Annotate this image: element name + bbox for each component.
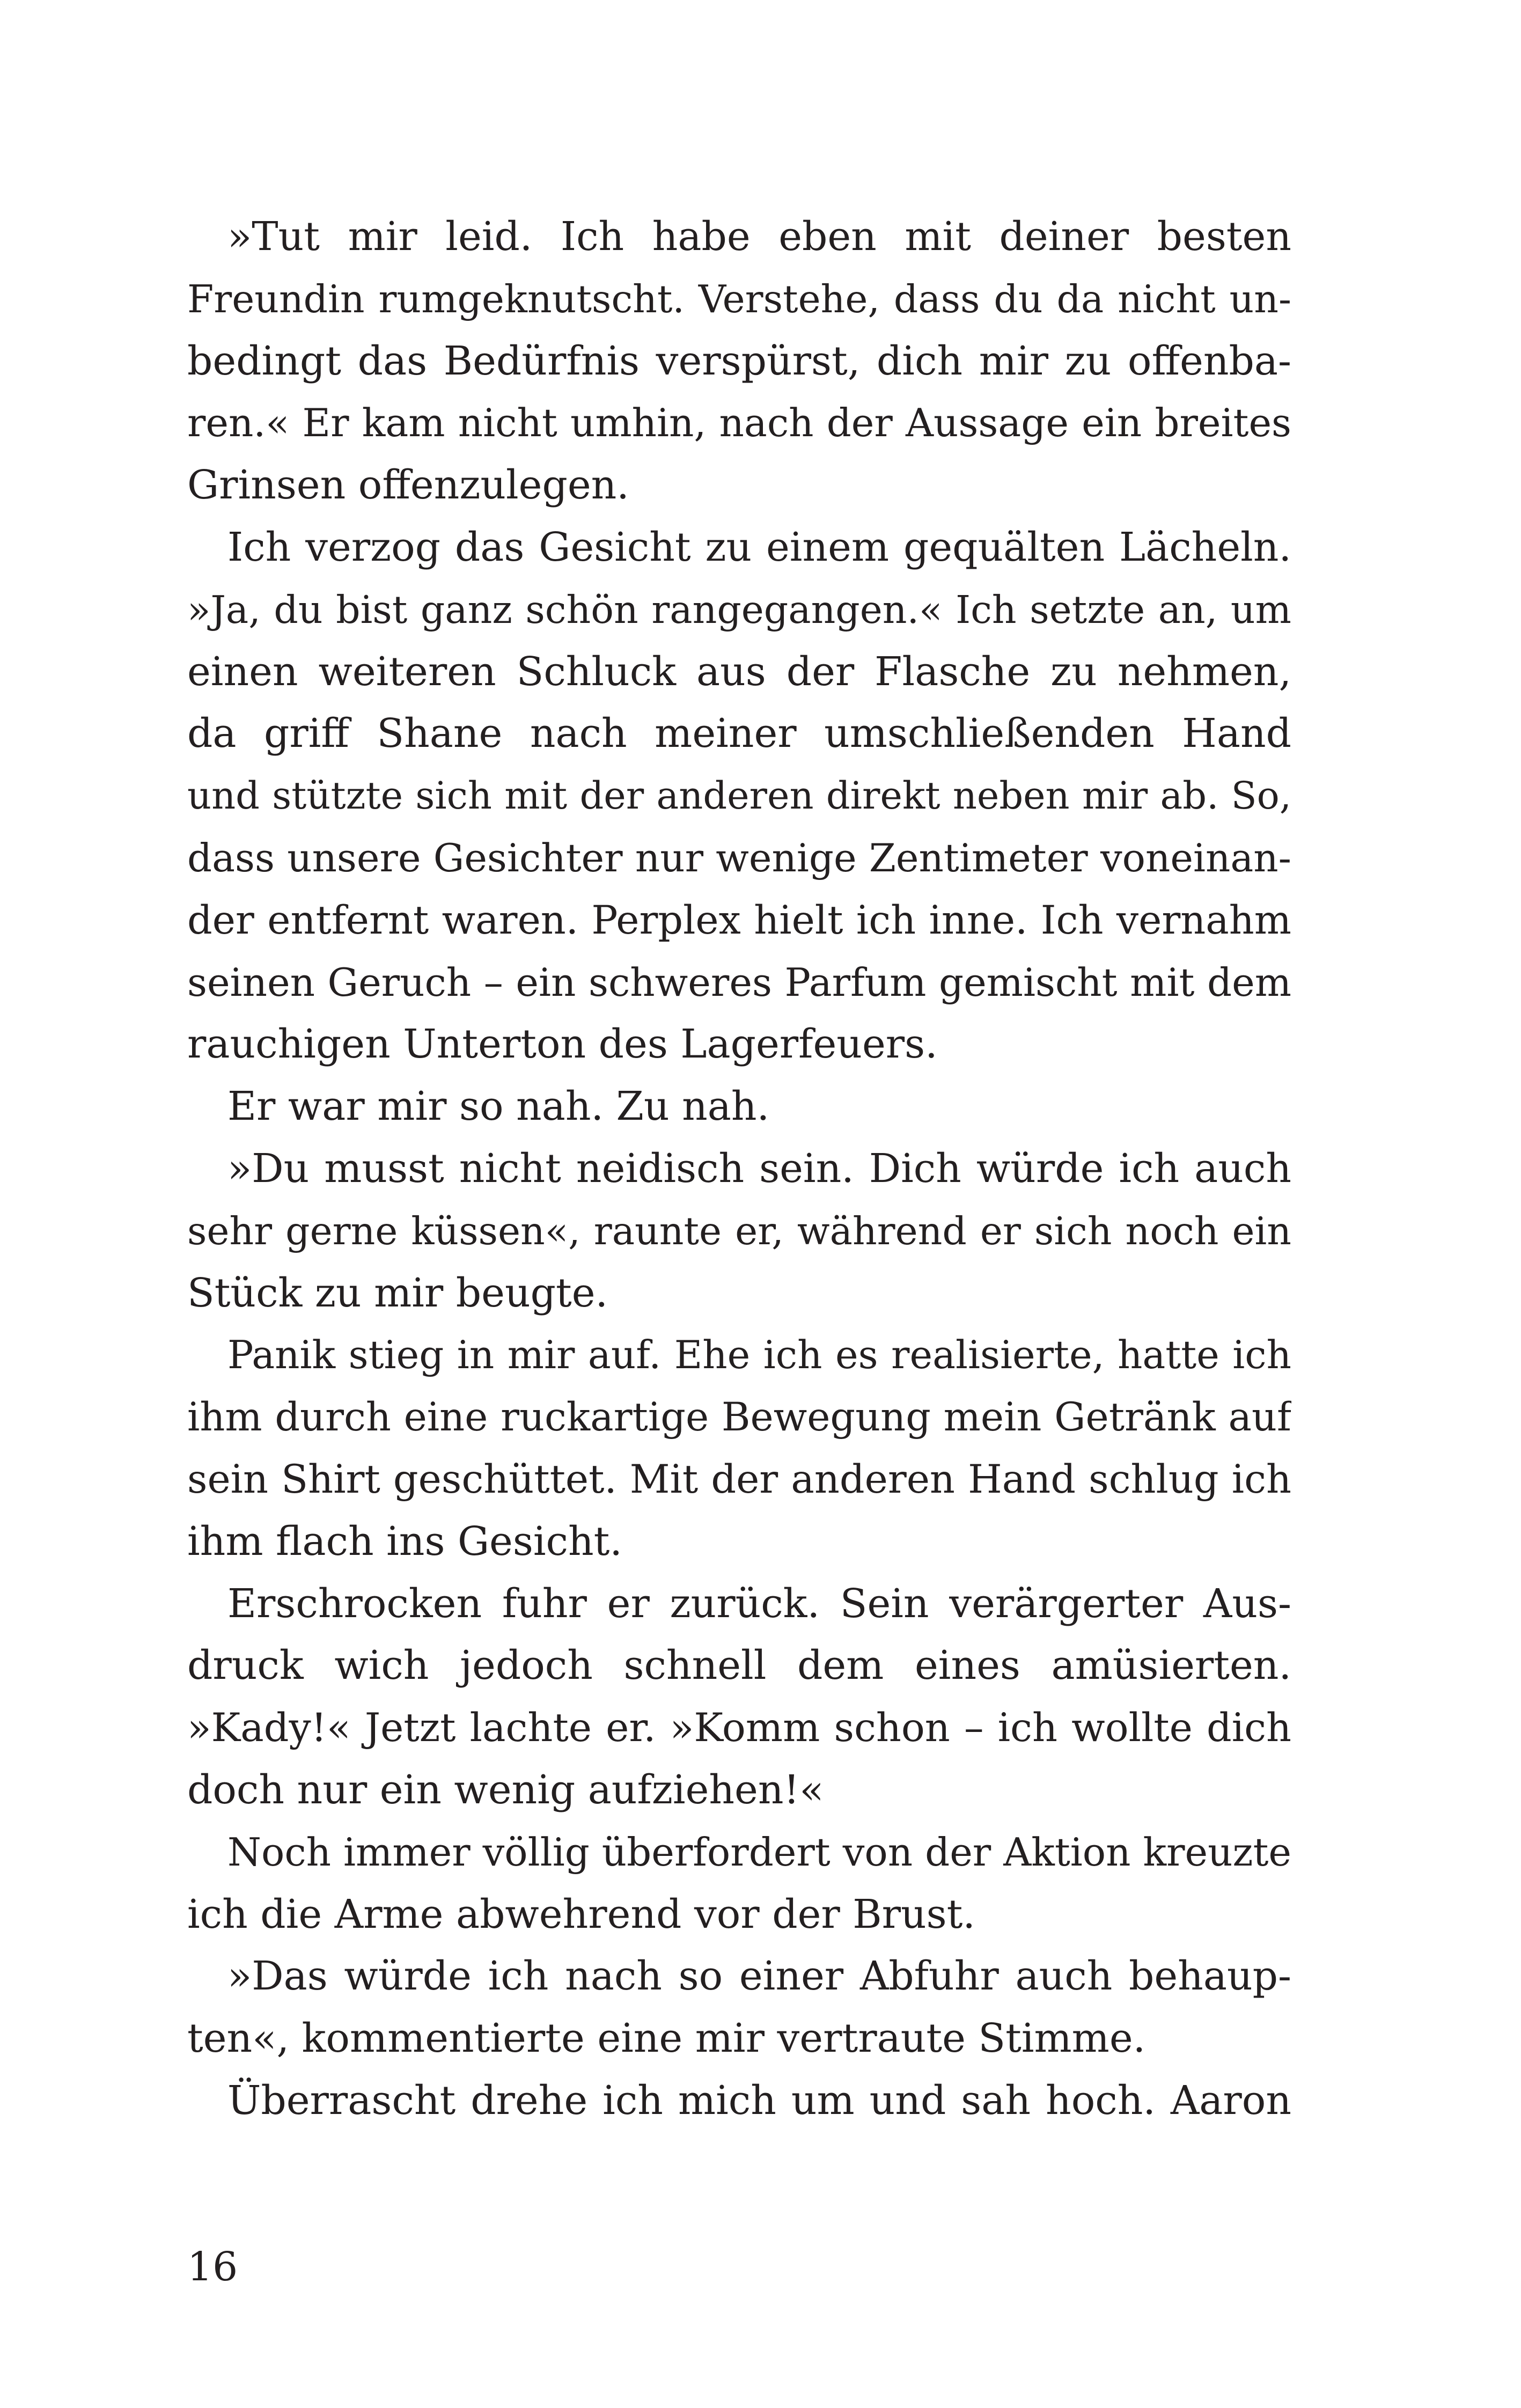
text-line: »Ja, du bist ganz schön rangegangen.« Ich setzte an, um xyxy=(187,587,1291,632)
text-line: rauchigen Unterton des Lagerfeuers. xyxy=(187,1021,938,1068)
text-line: »Tut mir leid. Ich habe eben mit deiner besten xyxy=(227,214,1291,260)
text-line: »Du musst nicht neidisch sein. Dich würde ich auch xyxy=(227,1145,1291,1192)
text-line: »Das würde ich nach so einer Abfuhr auch behaup- xyxy=(227,1953,1291,2000)
text-line: ich die Arme abwehrend vor der Brust. xyxy=(187,1891,975,1937)
text-line: ihm durch eine ruckartige Bewegung mein Getränk auf xyxy=(187,1394,1291,1441)
page-number: 16 xyxy=(187,2244,238,2290)
text-line: Noch immer völlig überfordert von der Aktion kreuzte xyxy=(227,1829,1291,1875)
text-line: dass unsere Gesichter nur wenige Zentimeter voneinan- xyxy=(187,835,1291,880)
body-text xyxy=(187,206,1291,2132)
text-line: sein Shirt geschüttet. Mit der anderen Hand schlug ich xyxy=(187,1456,1291,1502)
text-line: der entfernt waren. Perplex hielt ich inne. Ich vernahm xyxy=(187,897,1291,943)
text-line: Erschrocken fuhr er zurück. Sein verärgerter Aus- xyxy=(227,1580,1291,1627)
text-line: bedingt das Bedürfnis verspürst, dich mir zu offenba- xyxy=(187,337,1291,384)
text-line: Freundin rumgeknutscht. Verstehe, dass du da nicht un- xyxy=(187,276,1291,321)
text-line: da griff Shane nach meiner umschließenden Hand xyxy=(187,710,1291,757)
text-line: »Kady!« Jetzt lachte er. »Komm schon – ich wollte dich xyxy=(187,1705,1291,1751)
text-line: ihm flach ins Gesicht. xyxy=(187,1518,622,1565)
text-line: Stück zu mir beugte. xyxy=(187,1269,608,1316)
text-line: Grinsen offenzulegen. xyxy=(187,462,629,509)
text-line: Ich verzog das Gesicht zu einem gequälten Lächeln. xyxy=(227,524,1291,570)
text-line: Überrascht drehe ich mich um und sah hoch. Aaron xyxy=(227,2077,1291,2124)
text-line: druck wich jedoch schnell dem eines amüsierten. xyxy=(187,1642,1291,1689)
text-line: und stützte sich mit der anderen direkt neben mir ab. So, xyxy=(187,774,1291,818)
text-line: ten«, kommentierte eine mir vertraute Stimme. xyxy=(187,2015,1146,2062)
text-line: ren.« Er kam nicht umhin, nach der Aussage ein breites xyxy=(187,400,1291,446)
text-line: einen weiteren Schluck aus der Flasche zu nehmen, xyxy=(187,648,1291,695)
text-line: sehr gerne küssen«, raunte er, während er sich noch ein xyxy=(187,1208,1291,1253)
text-line: Panik stieg in mir auf. Ehe ich es realisierte, hatte ich xyxy=(227,1332,1291,1378)
text-line: seinen Geruch – ein schweres Parfum gemischt mit dem xyxy=(187,959,1291,1005)
text-line: doch nur ein wenig aufziehen!« xyxy=(187,1766,824,1813)
text-line: Er war mir so nah. Zu nah. xyxy=(227,1083,770,1130)
